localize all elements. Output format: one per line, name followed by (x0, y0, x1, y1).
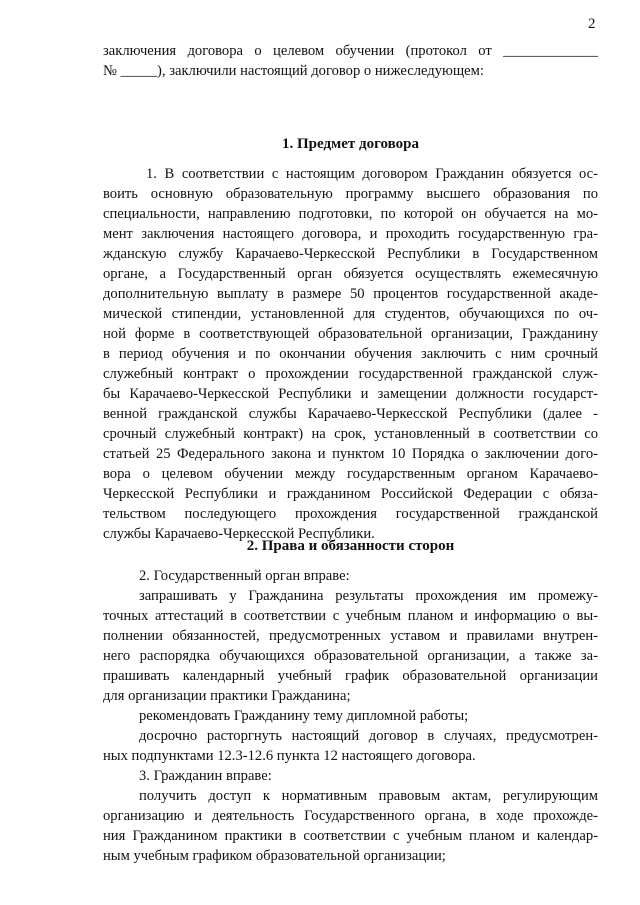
section-1-line: воить основную образовательную программу высшего образования по (103, 186, 598, 202)
section-2-line: запрашивать у Гражданина результаты прохождения им промежу- (139, 588, 598, 604)
section-2-line: получить доступ к нормативным правовым актам, регулирующим (139, 788, 598, 804)
section-1-line: мической стипендии, установленной для студентов, обучающихся по оч- (103, 306, 598, 322)
section-2-line: ния Гражданином практики в соответствии с учебным планом и календар- (103, 828, 598, 844)
section-1-line: жданскую службу Карачаево-Черкесской Республики в Государственном (103, 246, 598, 262)
section-1-line: Черкесской Республики и гражданином Российской Федерации с обяза- (103, 486, 598, 502)
section-1-title: 1. Предмет договора (281, 136, 420, 152)
section-1-line: вора о целевом обучении между государственным органом Карачаево- (103, 466, 598, 482)
section-1-line: мент заключения настоящего договора, и проходить государственную гра- (103, 226, 598, 242)
section-1-line: венной гражданской службы Карачаево-Черкесской Республики (далее - (103, 406, 598, 422)
section-2-line: ным учебным графиком образовательной организации; (103, 848, 446, 864)
intro-line: № _____), заключили настоящий договор о нижеследующем: (103, 63, 484, 79)
section-2-line: рекомендовать Гражданину тему дипломной работы; (139, 708, 469, 724)
section-1-line: органе, а Государственный орган обязуется осуществлять ежемесячную (103, 266, 598, 282)
section-2-line: организацию и деятельность Государственного органа, в ходе прохожде- (103, 808, 598, 824)
section-2-line: него распорядка обучающихся образовательной организации, а также за- (103, 648, 598, 664)
section-1-line: в период обучения и по окончании обучения заключить с ним срочный (103, 346, 598, 362)
section-1-line: ной форме в соответствующей образовательной организации, Гражданину (103, 326, 598, 342)
section-1-line: специальности, направлению подготовки, по которой он обучается на мо- (103, 206, 598, 222)
section-1-line: статьей 25 Федерального закона и пунктом 10 Порядка о заключении дого- (103, 446, 598, 462)
section-1-line: срочный служебный контракт) на срок, установленный в соответствии со (103, 426, 598, 442)
section-2-line: прашивать календарный учебный график образовательной организации (103, 668, 598, 684)
section-2-title: 2. Права и обязанности сторон (246, 538, 455, 554)
section-1-line: тельством последующего прохождения государственной гражданской (103, 506, 598, 522)
section-2-line: полнении обязанностей, предусмотренных уставом и правилами внутрен- (103, 628, 598, 644)
section-2-line: 2. Государственный орган вправе: (139, 568, 350, 584)
section-2-line: точных аттестаций в соответствии с учебным планом и информацию о вы- (103, 608, 598, 624)
section-1-line: дополнительную выплату в размере 50 процентов государственной акаде- (103, 286, 598, 302)
section-1-line: служебный контракт о прохождении государственной гражданской служ- (103, 366, 598, 382)
section-2-line: ных подпунктами 12.3-12.6 пункта 12 настоящего договора. (103, 748, 476, 764)
section-2-line: для организации практики Гражданина; (103, 688, 351, 704)
section-2-line: досрочно расторгнуть настоящий договор в случаях, предусмотрен- (139, 728, 598, 744)
page-number: 2 (588, 16, 596, 32)
intro-line: заключения договора о целевом обучении (протокол от _____________ (103, 43, 598, 59)
section-1-line: бы Карачаево-Черкесской Республики и замещении должности государст- (103, 386, 598, 402)
section-1-line: службы Карачаево-Черкесской Республики. (103, 526, 375, 542)
section-2-line: 3. Гражданин вправе: (139, 768, 272, 784)
section-1-line: 1. В соответствии с настоящим договором Гражданин обязуется ос- (146, 166, 598, 182)
